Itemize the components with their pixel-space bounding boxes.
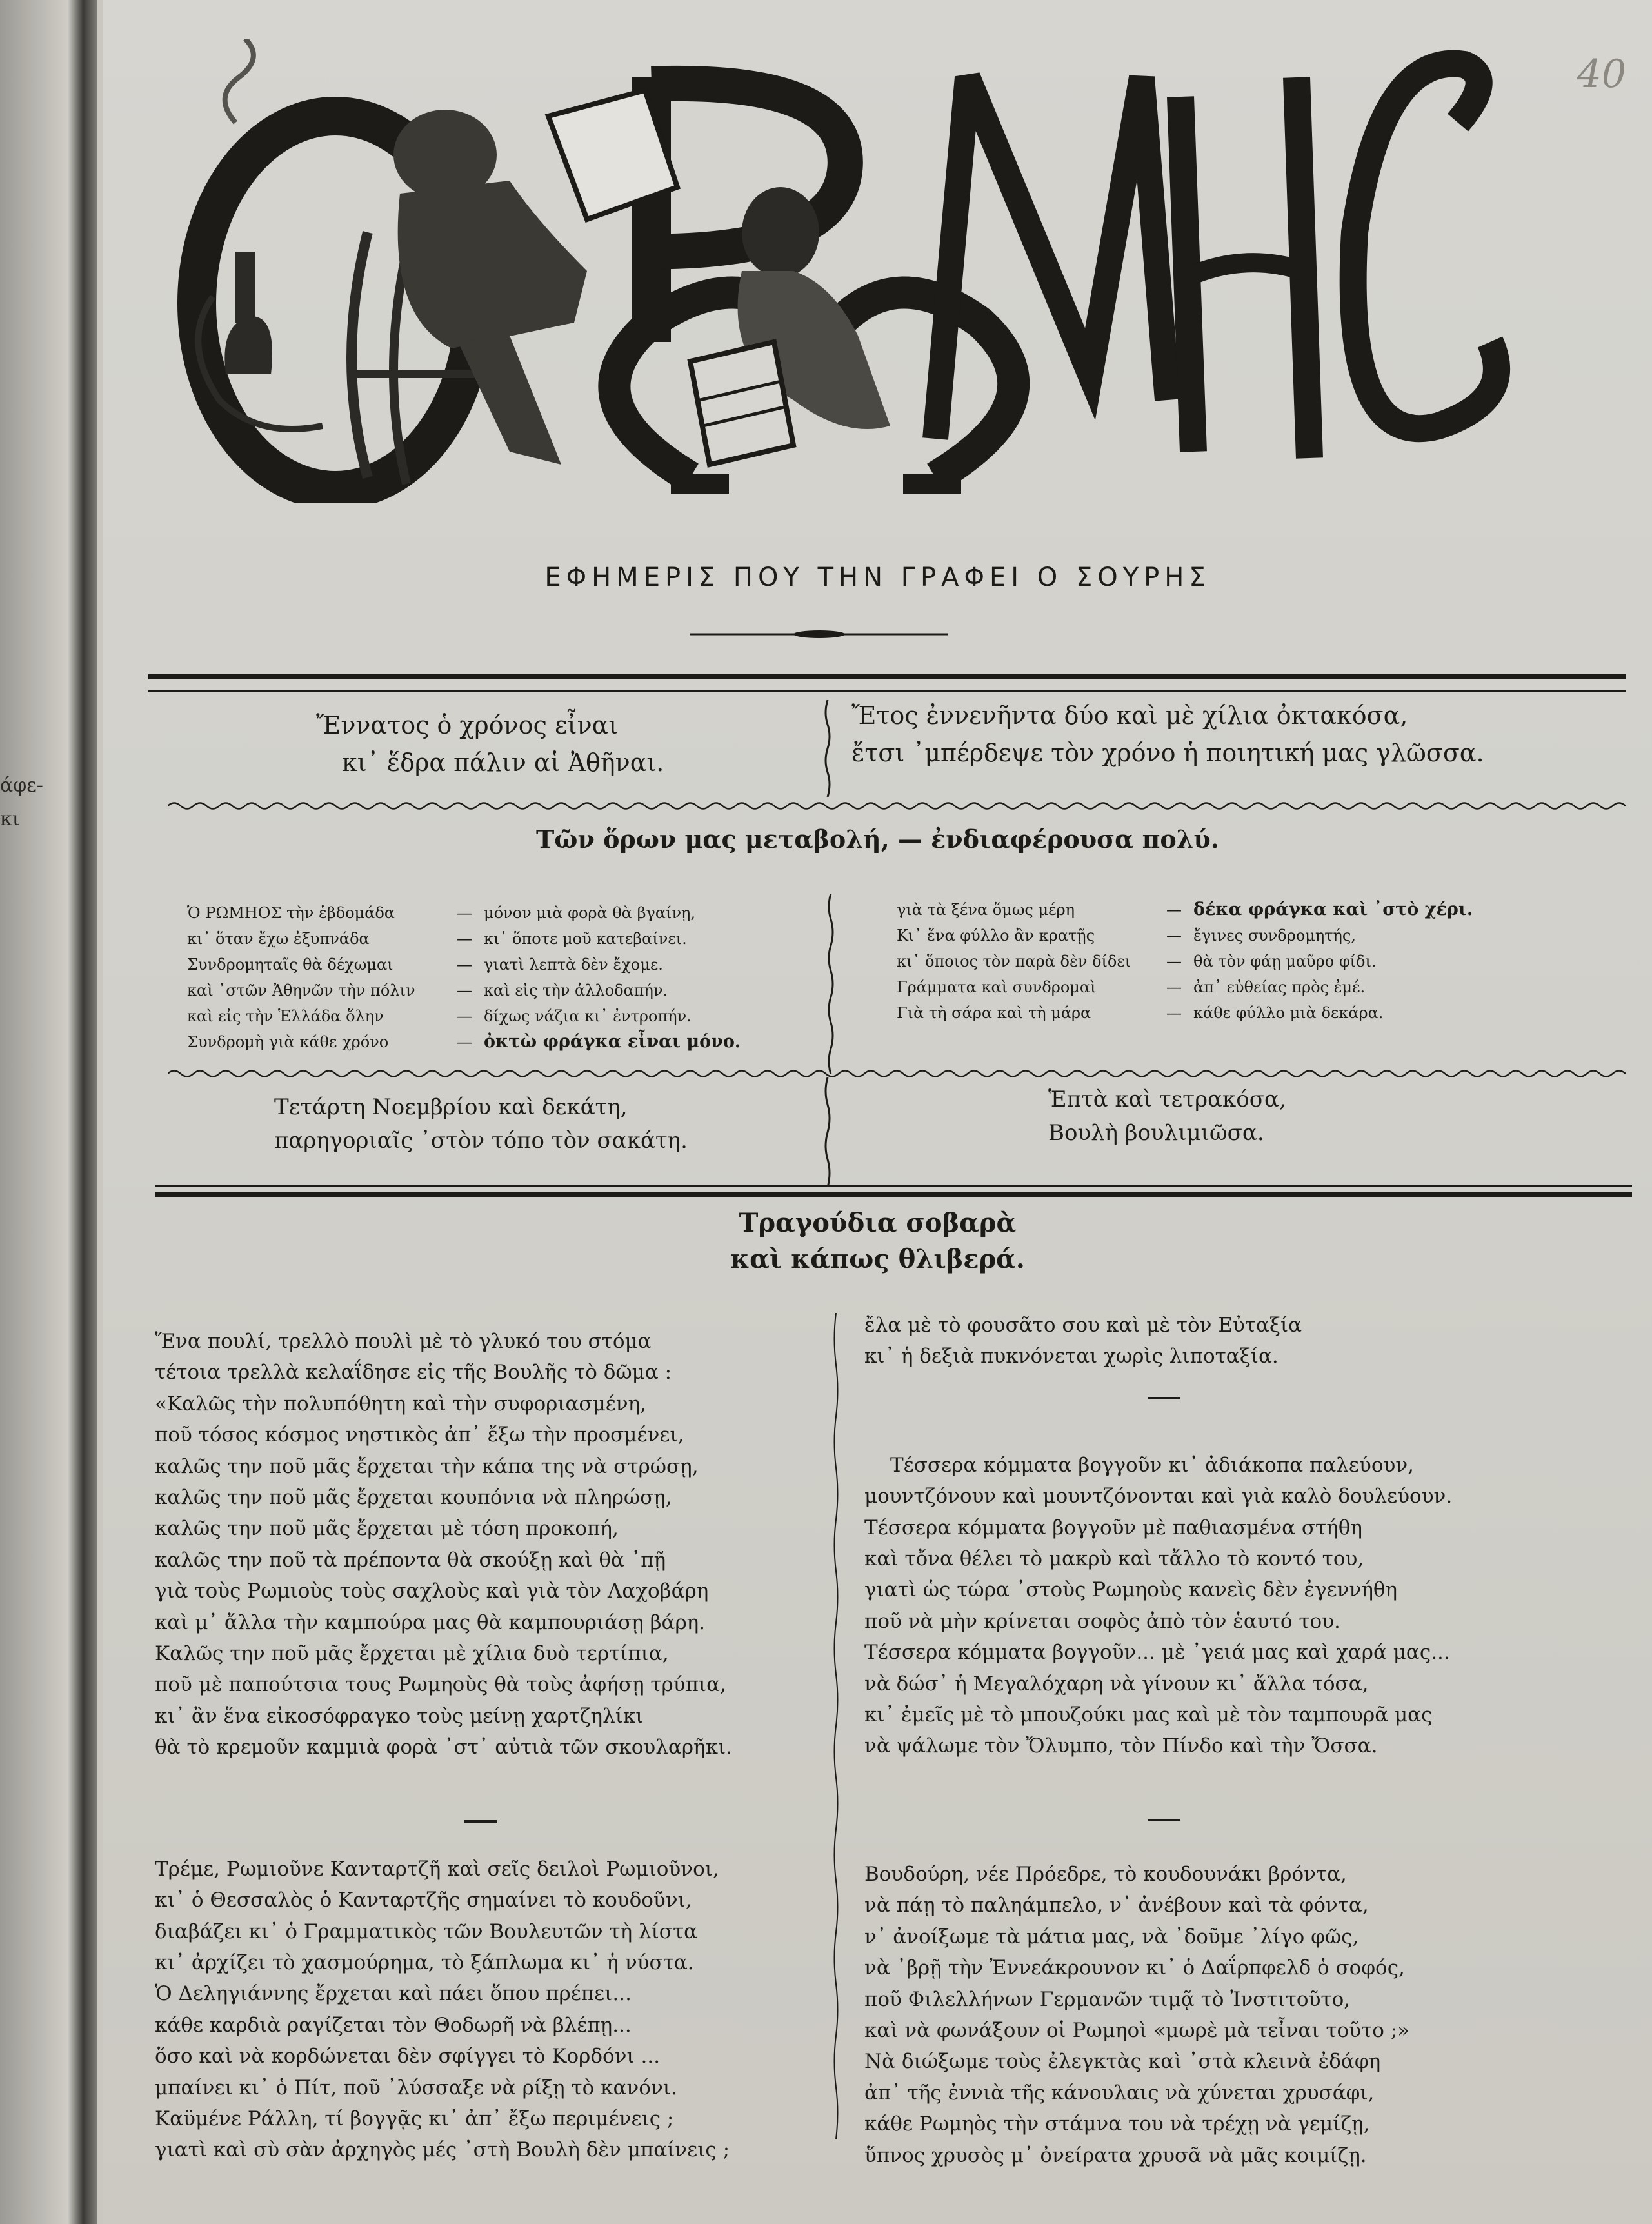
poem-line: καλῶς την ποῦ μᾶς ἔρχεται κουπόνια νὰ πληρώσῃ,	[155, 1486, 672, 1510]
terms-dash: —	[1166, 901, 1182, 919]
couplet-line: ἔτσι ᾽μπέρδεψε τὸν χρόνο ἡ ποιητική μας γλῶσσα.	[851, 739, 1484, 767]
terms-cell: Κι᾽ ἕνα φύλλο ἂν κρατῇς	[897, 927, 1095, 945]
poem-line: Καλῶς την ποῦ μᾶς ἔρχεται μὲ χίλια δυὸ τερτίπια,	[155, 1642, 669, 1666]
terms-row	[897, 974, 1473, 1000]
terms-cell: κι᾽ ὅποτε μοῦ κατεβαίνει.	[484, 930, 687, 948]
terms-cell: κι᾽ ὅταν ἔχω ἐξυπνάδα	[187, 930, 370, 948]
poem-stanza	[155, 1326, 732, 1763]
terms-cell: Γιὰ τὴ σάρα καὶ τὴ μάρα	[897, 1004, 1091, 1022]
terms-cell: καὶ ᾽στῶν Ἀθηνῶν τὴν πόλιν	[187, 981, 415, 999]
terms-row	[897, 1000, 1473, 1026]
poem-line: Καϋμένε Ράλλη, τί βογγᾷς κι᾽ ἀπ᾽ ἔξω περιμένεις ;	[155, 2107, 674, 2130]
poem-line: ἔλα μὲ τὸ φουσᾶτο σου καὶ μὲ τὸν Εὐταξία	[864, 1314, 1302, 1337]
thick-rule	[155, 1192, 1632, 1197]
terms-row	[187, 977, 741, 1003]
terms-row	[897, 923, 1473, 948]
poem-stanza	[864, 1859, 1452, 2171]
terms-dash: —	[457, 904, 472, 922]
poem-line: Τρέμε, Ρωμιοῦνε Κανταρτζῆ καὶ σεῖς δειλοὶ Ρωμιοῦνοι,	[155, 1857, 719, 1881]
poem-line: ποῦ μὲ παπούτσια τους Ρωμηοὺς θὰ τοὺς ἀφήσῃ τρύπια,	[155, 1673, 726, 1697]
poem-line: μουντζόνουν καὶ μουντζόνονται καὶ γιὰ καλὸ δουλεύουν.	[864, 1485, 1453, 1508]
year-couplet-left	[316, 706, 664, 781]
poem-line: γιὰ τοὺς Ρωμιοὺς τοὺς σαχλοὺς καὶ γιὰ τὸν Λαχοβάρη	[155, 1579, 709, 1603]
poem-line: ποῦ νὰ μὴν κρίνεται σοφὸς ἀπὸ τὸν ἑαυτό του.	[864, 1609, 1340, 1633]
poem-line: «Καλῶς τὴν πολυπόθητη καὶ τὴν συφοριασμένη,	[155, 1392, 647, 1416]
stanza-separator	[155, 1808, 732, 1834]
terms-cell: καὶ εἰς τὴν Ἑλλάδα ὅλην	[187, 1007, 384, 1025]
terms-dash: —	[1166, 1004, 1182, 1022]
terms-row	[897, 948, 1473, 974]
terms-dash: —	[457, 930, 472, 948]
date-line: Βουλὴ βουλιμιῶσα.	[1048, 1120, 1264, 1146]
previous-page-fragment: άφε-	[0, 774, 43, 797]
article-title-line: Τραγούδια σοβαρὰ	[739, 1208, 1017, 1238]
terms-row	[897, 897, 1473, 923]
poem-line: ἀπ᾽ τῆς ἐννιὰ τῆς κάνουλαις νὰ χύνεται χρυσάφι,	[864, 2081, 1375, 2105]
poem-line: κι᾽ ἐμεῖς μὲ τὸ μπουζούκι μας καὶ μὲ τὸν ταμπουρᾶ μας	[864, 1703, 1433, 1727]
wavy-rule	[168, 800, 1632, 812]
date-couplet-right	[1048, 1083, 1286, 1150]
column-divider	[826, 894, 836, 1074]
masthead-subtitle: ΕΦΗΜΕΡΙΣ ΠΟΥ ΤΗΝ ΓΡΑΦΕΙ Ο ΣΟΥΡΗΣ	[544, 563, 1211, 592]
poem-line: ὕπνος χρυσὸς μ᾽ ὀνείρατα χρυσᾶ νὰ μᾶς κοιμίζῃ.	[864, 2143, 1367, 2167]
date-couplet-left	[274, 1090, 688, 1157]
poem-line: νὰ δώσ᾽ ἡ Μεγαλόχαρη νὰ γίνουν κι᾽ ἄλλα τόσα,	[864, 1672, 1369, 1696]
terms-cell: Ὁ ΡΩΜΗΟΣ τὴν ἑβδομάδα	[187, 904, 395, 922]
terms-cell: ὀκτὼ φράγκα εἶναι μόνο.	[484, 1032, 741, 1052]
poem-line: μπαίνει κι᾽ ὁ Πίτ, ποῦ ᾽λύσσαξε νὰ ρίξῃ τὸ κανόνι.	[155, 2076, 677, 2099]
poem-right-column	[864, 1310, 1452, 2216]
thin-rule	[155, 1185, 1632, 1187]
poem-stanza	[864, 1450, 1452, 1762]
terms-row	[187, 926, 741, 952]
terms-cell: κάθε φύλλο μιὰ δεκάρα.	[1193, 1004, 1384, 1022]
terms-cell: Γράμματα καὶ συνδρομαὶ	[897, 978, 1097, 996]
page-number: 40	[1577, 52, 1626, 97]
poem-line: κι᾽ ὁ Θεσσαλὸς ὁ Κανταρτζῆς σημαίνει τὸ κουδοῦνι,	[155, 1888, 692, 1912]
poem-line: καλῶς την ποῦ μᾶς ἔρχεται τὴν κάπα της νὰ στρώσῃ,	[155, 1454, 699, 1478]
poem-stanza	[864, 1310, 1452, 1372]
poem-line: γιατὶ καὶ σὺ σὰν ἀρχηγὸς μές ᾽στὴ Βουλὴ δὲν μπαίνεις ;	[155, 2138, 730, 2162]
poem-line: κάθε καρδιὰ ραγίζεται τὸν Θοδωρῆ νὰ βλέπῃ...	[155, 2013, 632, 2037]
poem-line: κι᾽ ἡ δεξιὰ πυκνόνεται χωρὶς λιποταξία.	[864, 1345, 1279, 1368]
poem-line: καὶ νὰ φωνάξουν οἱ Ρωμηοὶ «μωρὲ μὰ τεἶναι τοῦτο ;»	[864, 2018, 1410, 2042]
scan-edge-shadow	[0, 0, 97, 2224]
terms-row	[187, 900, 741, 926]
stanza-separator	[839, 1385, 1452, 1411]
poem-line: Νὰ διώξωμε τοὺς ἐλεγκτὰς καὶ ᾽στὰ κλεινὰ ἐδάφη	[864, 2050, 1381, 2074]
poem-line: γιατὶ ὡς τώρα ᾽στοὺς Ρωμηοὺς κανεὶς δὲν ἐγεννήθη	[864, 1578, 1398, 1602]
poem-line: Τέσσερα κόμματα βογγοῦν κι᾽ ἀδιάκοπα παλεύουν,	[890, 1453, 1415, 1477]
terms-dash: —	[457, 1033, 472, 1051]
masthead	[174, 39, 1561, 503]
terms-cell: ἀπ᾽ εὐθείας πρὸς ἐμέ.	[1193, 978, 1366, 996]
terms-row	[187, 1003, 741, 1029]
poem-line: Τέσσερα κόμματα βογγοῦν μὲ παθιασμένα στήθη	[864, 1516, 1363, 1539]
poem-line: κάθε Ρωμηὸς τὴν στάμνα του νὰ τρέχῃ νὰ γεμίζῃ,	[864, 2112, 1370, 2136]
terms-cell: Συνδρομηταῖς θὰ δέχωμαι	[187, 956, 393, 974]
terms-row	[187, 1029, 741, 1055]
newspaper-page	[103, 0, 1652, 2224]
terms-cell: κι᾽ ὅποιος τὸν παρὰ δὲν δίδει	[897, 952, 1131, 970]
terms-dash: —	[457, 956, 472, 974]
terms-dash: —	[1166, 952, 1182, 970]
poem-stanza	[155, 1854, 732, 2166]
poem-line: κι᾽ ἂν ἕνα εἰκοσόφραγκο τοὺς μείνῃ χαρτζηλίκι	[155, 1704, 644, 1728]
couplet-line: Ἔτος ἐννενῆντα δύο καὶ μὲ χίλια ὀκτακόσα,	[851, 701, 1408, 730]
poem-line: διαβάζει κι᾽ ὁ Γραμματικὸς τῶν Βουλευτῶν τὴ λίστα	[155, 1919, 698, 1943]
terms-cell: γιὰ τὰ ξένα ὅμως μέρη	[897, 901, 1075, 919]
year-couplet-right	[851, 697, 1484, 772]
terms-cell: ἔγινες συνδρομητής,	[1193, 927, 1356, 945]
terms-cell: θὰ τὸν φάῃ μαῦρο φίδι.	[1193, 952, 1377, 970]
terms-cell: δέκα φράγκα καὶ ᾽στὸ χέρι.	[1193, 899, 1473, 919]
masthead-title-logo	[174, 39, 1561, 503]
terms-cell: Συνδρομὴ γιὰ κάθε χρόνο	[187, 1033, 389, 1051]
poem-left-column	[155, 1326, 732, 2211]
poem-line: καὶ μ᾽ ἄλλα τὴν καμπούρα μας θὰ καμπουριάσῃ βάρη.	[155, 1610, 706, 1634]
column-divider	[822, 700, 833, 797]
terms-dash: —	[457, 981, 472, 999]
poem-line: ν᾽ ἀνοίξωμε τὰ μάτια μας, νὰ ᾽δοῦμε ᾽λίγο φῶς,	[864, 1925, 1359, 1949]
terms-cell: δίχως νάζια κι᾽ ἐντροπήν.	[484, 1007, 692, 1025]
poem-line: καὶ τὄνα θέλει τὸ μακρὺ καὶ τἄλλο τὸ κοντό του,	[864, 1547, 1364, 1571]
date-line: Τετάρτη Νοεμβρίου καὶ δεκάτη,	[274, 1094, 628, 1120]
column-divider	[831, 1313, 841, 2152]
ornament-divider	[690, 629, 948, 639]
column-divider	[822, 1077, 833, 1187]
terms-dash: —	[457, 1007, 472, 1025]
poem-line: καλῶς την ποῦ τὰ πρέποντα θὰ σκούξῃ καὶ θὰ ᾽πῇ	[155, 1548, 666, 1572]
article-title	[103, 1205, 1652, 1277]
date-line: Ἑπτὰ καὶ τετρακόσα,	[1048, 1087, 1286, 1112]
poem-line: Ἕνα πουλί, τρελλὸ πουλὶ μὲ τὸ γλυκό του στόμα	[155, 1330, 652, 1353]
terms-dash: —	[1166, 927, 1182, 945]
thin-rule	[148, 690, 1626, 692]
terms-cell: καὶ εἰς τὴν ἀλλοδαπήν.	[484, 981, 668, 999]
terms-heading: Τῶν ὅρων μας μεταβολή, — ἐνδιαφέρουσα πολύ.	[536, 825, 1219, 854]
poem-line: ποῦ Φιλελλήνων Γερμανῶν τιμᾷ τὸ Ἰνστιτοῦτο,	[864, 1987, 1351, 2011]
poem-line: Βουδούρη, νέε Πρόεδρε, τὸ κουδουνάκι βρόντα,	[864, 1862, 1347, 1886]
poem-line: θὰ τὸ κρεμοῦν καμμιὰ φορὰ ᾽στ᾽ αὐτιὰ τῶν σκουλαρῆκι.	[155, 1736, 733, 1759]
poem-line: νὰ ψάλωμε τὸν Ὄλυμπο, τὸν Πίνδο καὶ τὴν Ὄσσα.	[864, 1734, 1378, 1758]
poem-line: ποῦ τόσος κόσμος νηστικὸς ἀπ᾽ ἔξω τὴν προσμένει,	[155, 1423, 684, 1447]
terms-row	[187, 952, 741, 977]
poem-line: καλῶς την ποῦ μᾶς ἔρχεται μὲ τόση προκοπή,	[155, 1517, 619, 1541]
couplet-line: κι᾽ ἕδρα πάλιν αἱ Ἀθῆναι.	[342, 748, 664, 777]
couplet-line: Ἔννατος ὁ χρόνος εἶναι	[316, 711, 619, 739]
stanza-separator	[839, 1807, 1452, 1833]
poem-line: νὰ ᾽βρῇ τὴν Ἐννεάκρουνον κι᾽ ὁ Δαΐρπφελδ ὁ σοφός,	[864, 1956, 1405, 1980]
poem-line: ὅσο καὶ νὰ κορδώνεται δὲν σφίγγει τὸ Κορδόνι ...	[155, 2045, 661, 2069]
article-title-line: καὶ κάπως θλιβερά.	[730, 1244, 1025, 1274]
poem-line: κι᾽ ἀρχίζει τὸ χασμούρημα, τὸ ξάπλωμα κι᾽ ἡ νύστα.	[155, 1950, 694, 1974]
previous-page-fragment: κι	[0, 808, 20, 830]
poem-line: Ὁ Δεληγιάννης ἔρχεται καὶ πάει ὅπου πρέπει...	[155, 1982, 632, 2006]
thick-rule	[148, 674, 1626, 679]
terms-cell: μόνον μιὰ φορὰ θὰ βγαίνῃ,	[484, 904, 696, 922]
poem-line: νὰ πάῃ τὸ παληάμπελο, ν᾽ ἀνέβουν καὶ τὰ φόντα,	[864, 1894, 1369, 1918]
wavy-rule	[168, 1068, 1632, 1079]
terms-right-table	[897, 897, 1473, 1026]
terms-cell: γιατὶ λεπτὰ δὲν ἔχομε.	[484, 956, 663, 974]
poem-line: Τέσσερα κόμματα βογγοῦν... μὲ ᾽γειά μας καὶ χαρά μας...	[864, 1641, 1450, 1665]
date-line: παρηγοριαῖς ᾽στὸν τόπο τὸν σακάτη.	[274, 1128, 688, 1154]
terms-dash: —	[1166, 978, 1182, 996]
poem-line: τέτοια τρελλὰ κελαΐδησε εἰς τῆς Βουλῆς τὸ δῶμα :	[155, 1361, 672, 1385]
terms-left-table	[187, 900, 741, 1055]
